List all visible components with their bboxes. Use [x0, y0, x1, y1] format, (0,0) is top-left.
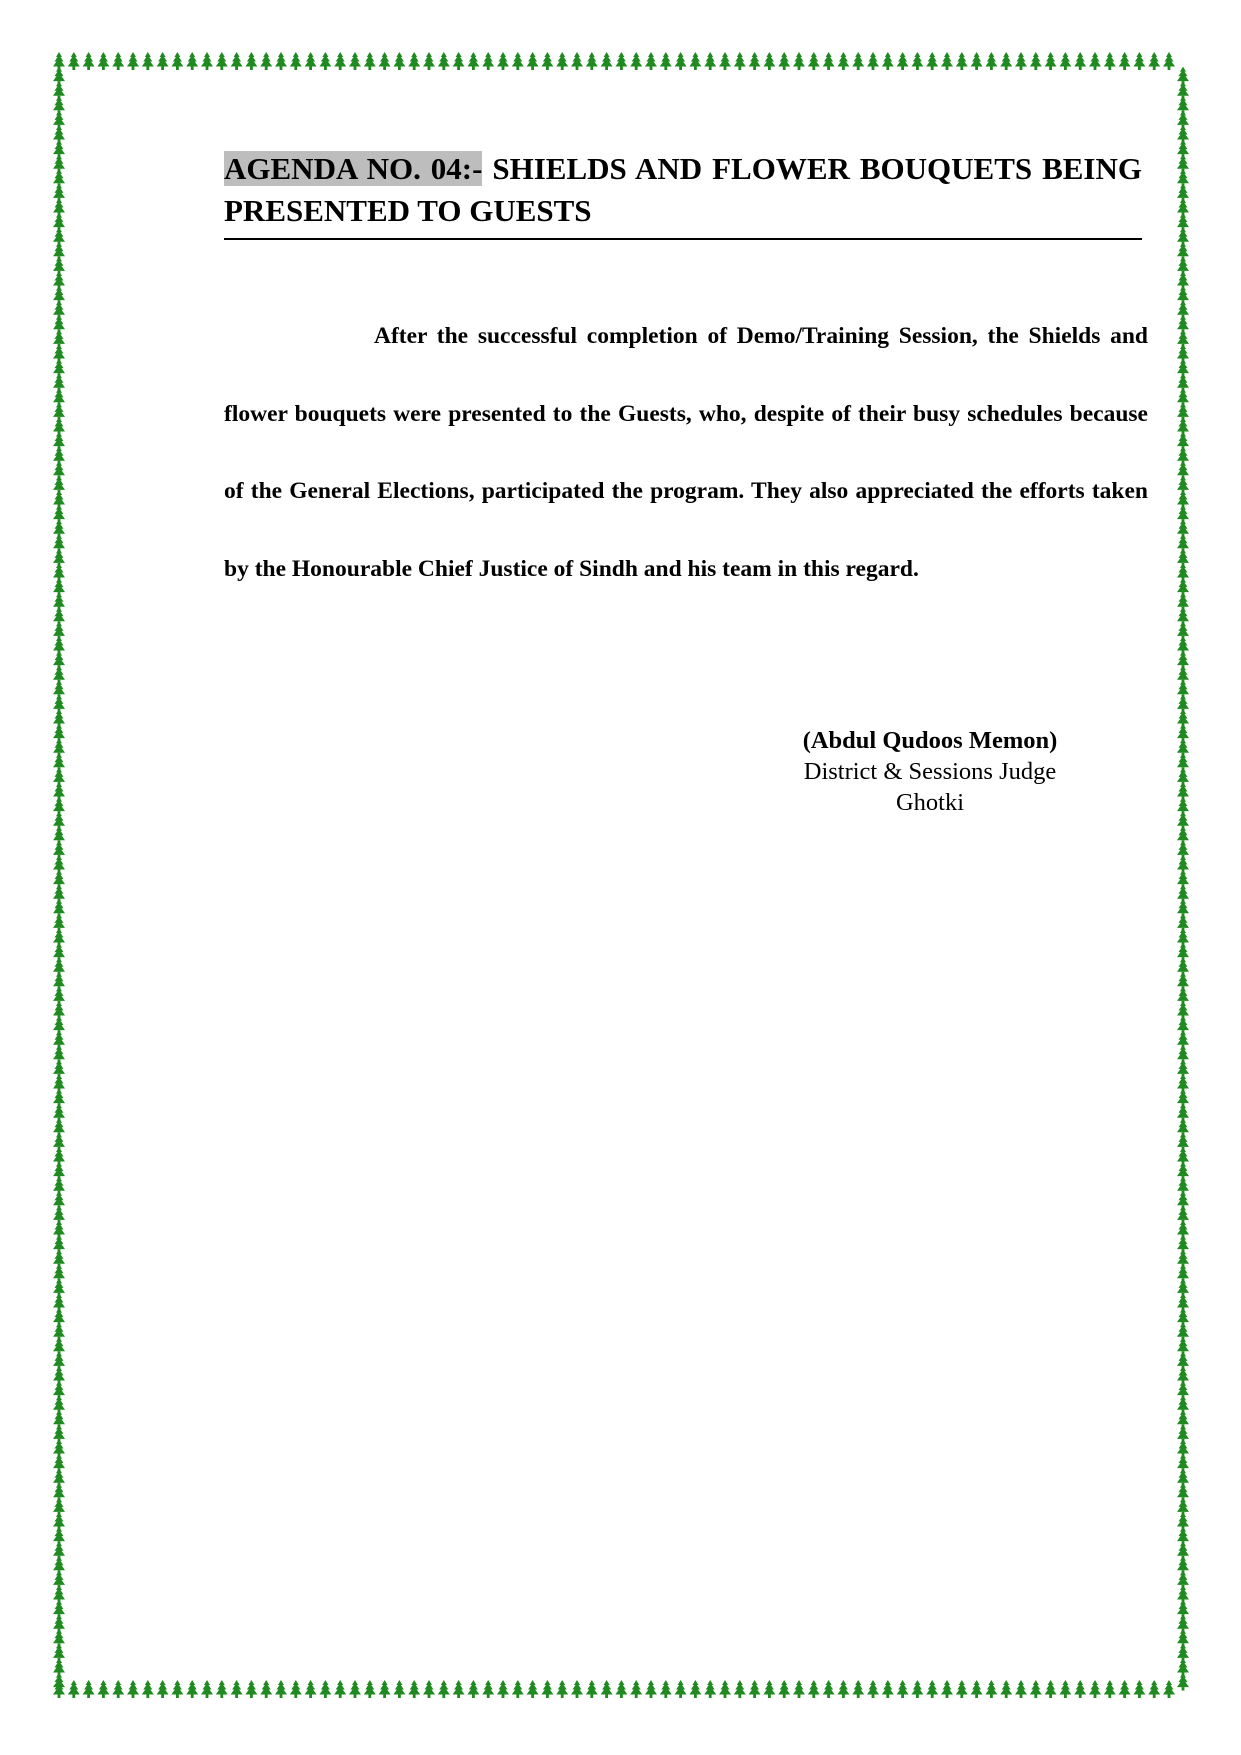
pine-tree-icon [660, 1680, 672, 1698]
pine-tree-icon [1015, 1680, 1027, 1698]
pine-tree-icon [586, 52, 598, 70]
pine-tree-icon [689, 1680, 701, 1698]
pine-tree-icon [497, 1680, 509, 1698]
pine-tree-icon [1030, 52, 1042, 70]
pine-tree-icon [512, 52, 524, 70]
pine-tree-icon [349, 52, 361, 70]
pine-tree-icon [867, 52, 879, 70]
pine-tree-icon [127, 52, 139, 70]
pine-tree-icon [719, 52, 731, 70]
pine-tree-icon [527, 52, 539, 70]
pine-tree-icon [1104, 1680, 1116, 1698]
pine-tree-icon [1059, 52, 1071, 70]
pine-tree-icon [1000, 52, 1012, 70]
pine-tree-icon [305, 52, 317, 70]
pine-tree-icon [1133, 52, 1145, 70]
pine-tree-icon [275, 1680, 287, 1698]
pine-tree-icon [379, 1680, 391, 1698]
pine-tree-icon [704, 1680, 716, 1698]
pine-tree-icon [734, 52, 746, 70]
pine-tree-icon [571, 52, 583, 70]
signature-block [755, 725, 1105, 818]
pine-tree-icon [985, 52, 997, 70]
pine-tree-icon [68, 52, 80, 70]
pine-tree-icon [1000, 1680, 1012, 1698]
pine-tree-icon [541, 52, 553, 70]
pine-tree-icon [734, 1680, 746, 1698]
pine-tree-icon [467, 52, 479, 70]
pine-tree-icon [1148, 52, 1160, 70]
pine-tree-icon [1119, 1680, 1131, 1698]
pine-tree-icon [897, 52, 909, 70]
pine-tree-icon [1045, 52, 1057, 70]
pine-tree-icon [1059, 1680, 1071, 1698]
pine-tree-icon [260, 1680, 272, 1698]
body-paragraph: After the successful completion of Demo/Training Session, the Shields and flower bouquets were presented to the Guests, who, despite of their busy schedules because of the General Elections, participated the program. They also appreciated the efforts taken by the Honourable Chief Justice of Sindh and his team in this regard. [224, 323, 1148, 582]
pine-tree-icon [985, 1680, 997, 1698]
pine-tree-icon [245, 1680, 257, 1698]
pine-tree-icon [571, 1680, 583, 1698]
pine-tree-icon [556, 52, 568, 70]
pine-tree-icon [379, 52, 391, 70]
pine-tree-icon [423, 1680, 435, 1698]
pine-tree-icon [615, 1680, 627, 1698]
pine-tree-icon [112, 1680, 124, 1698]
agenda-heading [224, 148, 1142, 240]
pine-tree-icon [231, 52, 243, 70]
pine-tree-icon [334, 52, 346, 70]
pine-tree-icon [763, 52, 775, 70]
pine-tree-icon [171, 52, 183, 70]
pine-tree-icon [364, 1680, 376, 1698]
pine-tree-icon [275, 52, 287, 70]
pine-tree-icon [186, 52, 198, 70]
pine-tree-icon [393, 52, 405, 70]
pine-tree-icon [157, 1680, 169, 1698]
pine-tree-icon [823, 52, 835, 70]
pine-tree-icon [453, 52, 465, 70]
pine-tree-icon [83, 52, 95, 70]
pine-tree-icon [749, 52, 761, 70]
pine-tree-icon [793, 1680, 805, 1698]
pine-tree-icon [290, 1680, 302, 1698]
pine-tree-icon [1148, 1680, 1160, 1698]
pine-tree-icon [823, 1680, 835, 1698]
pine-tree-icon [926, 52, 938, 70]
pine-tree-icon [231, 1680, 243, 1698]
pine-tree-icon [719, 1680, 731, 1698]
pine-tree-icon [408, 1680, 420, 1698]
pine-tree-icon [882, 1680, 894, 1698]
pine-tree-icon [1045, 1680, 1057, 1698]
pine-tree-icon [601, 1680, 613, 1698]
pine-tree-icon [1030, 1680, 1042, 1698]
pine-tree-icon [186, 1680, 198, 1698]
pine-tree-icon [334, 1680, 346, 1698]
pine-tree-icon [926, 1680, 938, 1698]
pine-tree-icon [482, 1680, 494, 1698]
pine-tree-icon [216, 52, 228, 70]
pine-tree-icon [837, 52, 849, 70]
pine-tree-icon [112, 52, 124, 70]
pine-tree-icon [645, 1680, 657, 1698]
pine-tree-icon [749, 1680, 761, 1698]
pine-tree-icon [393, 1680, 405, 1698]
pine-tree-icon [364, 52, 376, 70]
pine-tree-icon [438, 1680, 450, 1698]
pine-tree-icon [808, 52, 820, 70]
pine-tree-icon [83, 1680, 95, 1698]
pine-tree-icon [482, 52, 494, 70]
pine-tree-icon [438, 52, 450, 70]
pine-tree-icon [852, 1680, 864, 1698]
pine-tree-icon [852, 52, 864, 70]
pine-tree-icon [142, 52, 154, 70]
pine-tree-icon [1163, 52, 1175, 70]
pine-tree-icon [53, 1673, 65, 1691]
pine-tree-icon [630, 52, 642, 70]
pine-tree-icon [512, 1680, 524, 1698]
pine-tree-icon [1089, 1680, 1101, 1698]
pine-tree-icon [497, 52, 509, 70]
pine-tree-icon [675, 52, 687, 70]
pine-tree-icon [423, 52, 435, 70]
agenda-title: SHIELDS AND FLOWER BOUQUETS BEING PRESENTED TO GUESTS [224, 151, 1142, 228]
pine-tree-icon [68, 1680, 80, 1698]
pine-tree-icon [1177, 1673, 1189, 1691]
pine-tree-icon [201, 52, 213, 70]
pine-tree-icon [793, 52, 805, 70]
pine-tree-icon [630, 1680, 642, 1698]
document-body [224, 148, 1148, 632]
pine-tree-icon [142, 1680, 154, 1698]
pine-tree-icon [1133, 1680, 1145, 1698]
pine-tree-icon [689, 52, 701, 70]
pine-tree-icon [408, 52, 420, 70]
pine-tree-icon [319, 52, 331, 70]
pine-tree-icon [956, 52, 968, 70]
pine-tree-icon [867, 1680, 879, 1698]
pine-tree-icon [97, 1680, 109, 1698]
pine-tree-icon [527, 1680, 539, 1698]
pine-tree-icon [660, 52, 672, 70]
pine-tree-icon [467, 1680, 479, 1698]
signatory-designation: District & Sessions Judge [803, 758, 1057, 785]
pine-tree-icon [1074, 52, 1086, 70]
pine-tree-icon [586, 1680, 598, 1698]
pine-tree-icon [808, 1680, 820, 1698]
pine-tree-icon [319, 1680, 331, 1698]
pine-tree-icon [305, 1680, 317, 1698]
pine-tree-icon [1015, 52, 1027, 70]
pine-tree-icon [1104, 52, 1116, 70]
pine-tree-icon [201, 1680, 213, 1698]
pine-tree-icon [216, 1680, 228, 1698]
pine-tree-icon [778, 52, 790, 70]
pine-tree-icon [971, 1680, 983, 1698]
pine-tree-icon [1074, 1680, 1086, 1698]
agenda-number-label: AGENDA NO. 04:- [224, 151, 483, 186]
pine-tree-icon [1119, 52, 1131, 70]
pine-tree-icon [260, 52, 272, 70]
pine-tree-icon [837, 1680, 849, 1698]
pine-tree-icon [453, 1680, 465, 1698]
pine-tree-icon [778, 1680, 790, 1698]
pine-tree-icon [97, 52, 109, 70]
pine-tree-icon [941, 1680, 953, 1698]
pine-tree-icon [1089, 52, 1101, 70]
pine-tree-icon [245, 52, 257, 70]
signatory-name: (Abdul Qudoos Memon) [802, 727, 1058, 754]
pine-tree-icon [127, 1680, 139, 1698]
pine-tree-icon [763, 1680, 775, 1698]
pine-tree-icon [171, 1680, 183, 1698]
pine-tree-icon [882, 52, 894, 70]
pine-tree-icon [911, 52, 923, 70]
pine-tree-icon [601, 52, 613, 70]
pine-tree-icon [541, 1680, 553, 1698]
pine-tree-icon [675, 1680, 687, 1698]
pine-tree-icon [615, 52, 627, 70]
pine-tree-icon [157, 52, 169, 70]
pine-tree-icon [897, 1680, 909, 1698]
signatory-location: Ghotki [895, 789, 965, 816]
pine-tree-icon [645, 52, 657, 70]
pine-tree-icon [911, 1680, 923, 1698]
pine-tree-icon [704, 52, 716, 70]
pine-tree-icon [956, 1680, 968, 1698]
pine-tree-icon [556, 1680, 568, 1698]
pine-tree-icon [1163, 1680, 1175, 1698]
pine-tree-icon [941, 52, 953, 70]
pine-tree-icon [349, 1680, 361, 1698]
pine-tree-icon [971, 52, 983, 70]
pine-tree-icon [290, 52, 302, 70]
